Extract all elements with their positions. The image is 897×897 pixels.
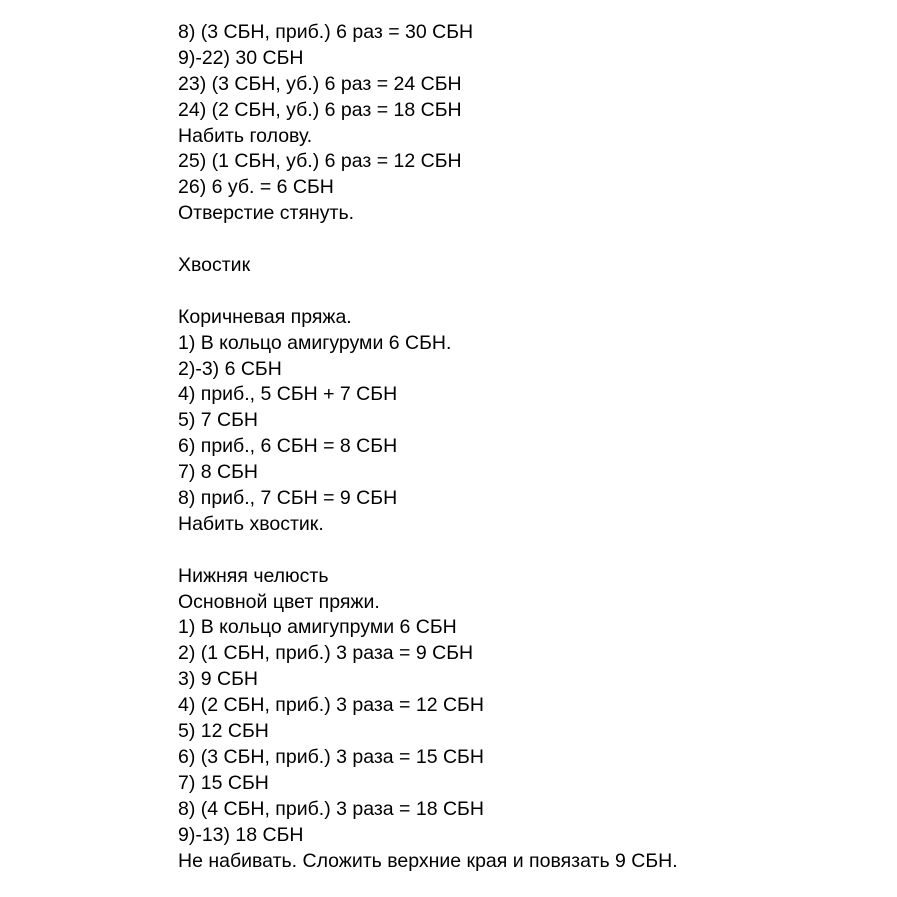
jaw-row-8: 8) (4 СБН, приб.) 3 раза = 18 СБН [178,797,484,820]
tail-row-2-3: 2)-3) 6 СБН [178,357,282,380]
tail-section-title: Хвостик [178,254,251,277]
tail-row-6: 6) приб., 6 СБН = 8 СБН [178,435,398,458]
pattern-document [178,20,878,874]
jaw-yarn-note: Основной цвет пряжи. [178,590,380,613]
jaw-row-2: 2) (1 СБН, приб.) 3 раза = 9 СБН [178,642,474,665]
jaw-row-4: 4) (2 СБН, приб.) 3 раза = 12 СБН [178,694,484,717]
jaw-row-3: 3) 9 СБН [178,668,258,691]
jaw-row-9-13: 9)-13) 18 СБН [178,823,304,846]
tail-section [178,253,878,538]
spacer [178,227,878,253]
spacer [178,538,878,564]
head-row-25: 25) (1 СБН, уб.) 6 раз = 12 СБН [178,150,462,173]
tail-row-7: 7) 8 СБН [178,461,258,484]
tail-yarn-note: Коричневая пряжа. [178,305,352,328]
tail-row-1: 1) В кольцо амигуруми 6 СБН. [178,331,452,354]
jaw-section [178,564,878,875]
head-close-instruction: Отверстие стянуть. [178,202,355,225]
head-row-23: 23) (3 СБН, уб.) 6 раз = 24 СБН [178,72,462,95]
tail-row-8: 8) приб., 7 СБН = 9 СБН [178,487,398,510]
tail-stuff-instruction: Набить хвостик. [178,512,324,535]
head-stuff-instruction: Набить голову. [178,124,313,147]
jaw-row-1: 1) В кольцо амигупруми 6 СБН [178,616,457,639]
tail-row-4: 4) приб., 5 СБН + 7 СБН [178,383,398,406]
jaw-finish-instruction: Не набивать. Сложить верхние края и повязать 9 СБН. [178,849,678,872]
head-row-24: 24) (2 СБН, уб.) 6 раз = 18 СБН [178,98,462,121]
jaw-section-title: Нижняя челюсть [178,564,329,587]
jaw-row-5: 5) 12 СБН [178,720,269,743]
spacer [178,279,878,305]
jaw-row-7: 7) 15 СБН [178,771,269,794]
jaw-row-6: 6) (3 СБН, приб.) 3 раза = 15 СБН [178,745,484,768]
head-section [178,20,878,227]
tail-row-5: 5) 7 СБН [178,409,258,432]
head-row-9-22: 9)-22) 30 СБН [178,46,304,69]
head-row-26: 26) 6 уб. = 6 СБН [178,176,334,199]
head-row-8: 8) (3 СБН, приб.) 6 раз = 30 СБН [178,21,474,43]
